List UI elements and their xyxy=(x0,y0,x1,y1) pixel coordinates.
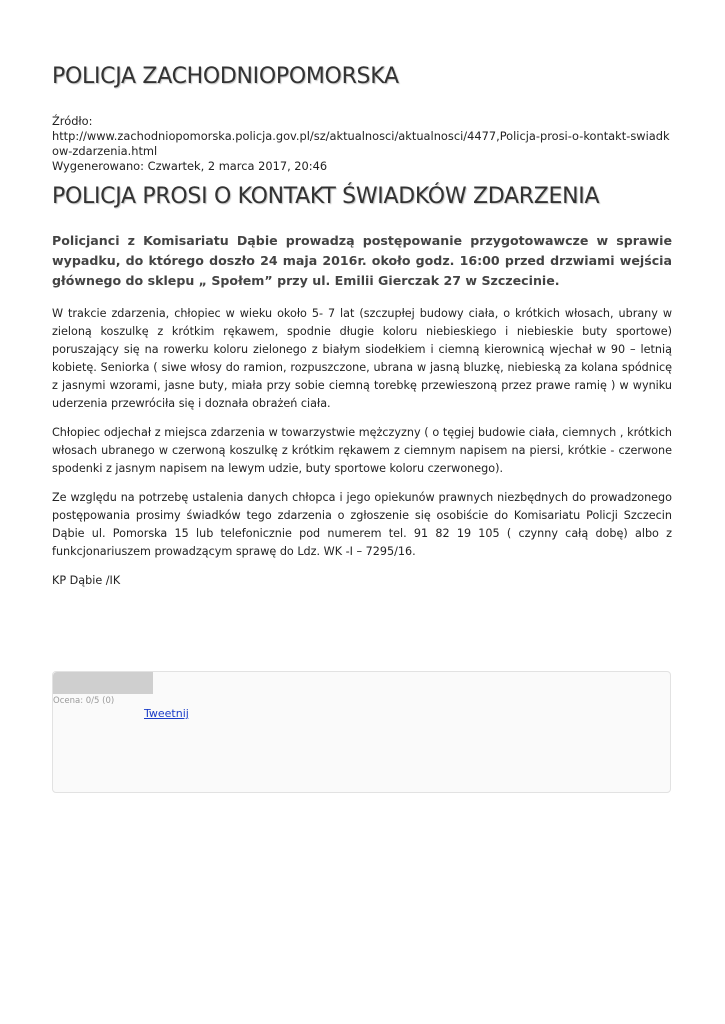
site-title: POLICJA ZACHODNIOPOMORSKA xyxy=(52,64,399,89)
generated-timestamp: Wygenerowano: Czwartek, 2 marca 2017, 20:46 xyxy=(52,159,328,173)
article-body xyxy=(52,305,672,601)
rating-label: Ocena: 0/5 (0) xyxy=(53,696,115,706)
article-signature: KP Dąbie /IK xyxy=(52,574,121,587)
source-url: http://www.zachodniopomorska.policja.gov.pl/sz/aktualnosci/aktualnosci/4477,Policja-prosi-o-kontakt-swiadkow-zdarzenia.html xyxy=(52,129,670,158)
article-paragraph: Chłopiec odjechał z miejsca zdarzenia w towarzystwie mężczyzny ( o tęgiej budowie ciała, ciemnych , krótkich włosach ubranego w czerwoną koszulkę z krótkim rękawem z ciemnym napisem na piersi, krótkie - czerwone spodenki z jasnym napisem na lewym udzie, buty sportowe koloru czerwonego). xyxy=(52,426,672,475)
article-paragraph: Ze względu na potrzebę ustalenia danych chłopca i jego opiekunów prawnych niezbędnych do prowadzonego postępowania prosimy świadków tego zdarzenia o zgłoszenie się osobiście do Komisariatu Policji Szczecin Dąbie ul. Pomorska 15 lub telefonicznie pod numerem tel. 91 82 19 105 ( czynny całą dobę) albo z funkcjonariuszem prowadzącym sprawę do Ldz. WK -I – 7295/16. xyxy=(52,491,672,558)
article-paragraph: W trakcie zdarzenia, chłopiec w wieku około 5- 7 lat (szczupłej budowy ciała, o krótkich włosach, ubrany w zieloną koszulkę z krótkim rękawem, spodnie długie koloru niebieskiego i niebieskie buty sportowe) poruszający się na rowerku koloru zielonego z białym siodełkiem i ciemną kierownicą wjechał w 90 – letnią kobietę. Seniorka ( siwe włosy do ramion, rozpuszczone, ubrana w jasną bluzkę, niebieską za kolana spódnicę z jasnymi wzorami, jasne buty, miała przy sobie ciemną torebkę przewieszoną przez prawe ramię ) w wyniku uderzenia przewróciła się i doznała obrażeń ciała. xyxy=(52,307,672,410)
document-meta xyxy=(52,114,672,174)
rating-stars-bar[interactable] xyxy=(53,672,153,694)
source-label: Źródło: xyxy=(52,114,93,128)
article-lead: Policjanci z Komisariatu Dąbie prowadzą postępowanie przygotowawcze w sprawie wypadku, do którego doszło 24 maja 2016r. około godz. 16:00 przed drzwiami wejścia głównego do sklepu „ Społem” przy ul. Emilii Gierczak 27 w Szczecinie. xyxy=(52,233,672,288)
rating-share-panel xyxy=(52,671,671,793)
tweet-link[interactable]: Tweetnij xyxy=(144,707,189,720)
article-title: POLICJA PROSI O KONTAKT ŚWIADKÓW ZDARZENIA xyxy=(52,184,600,209)
